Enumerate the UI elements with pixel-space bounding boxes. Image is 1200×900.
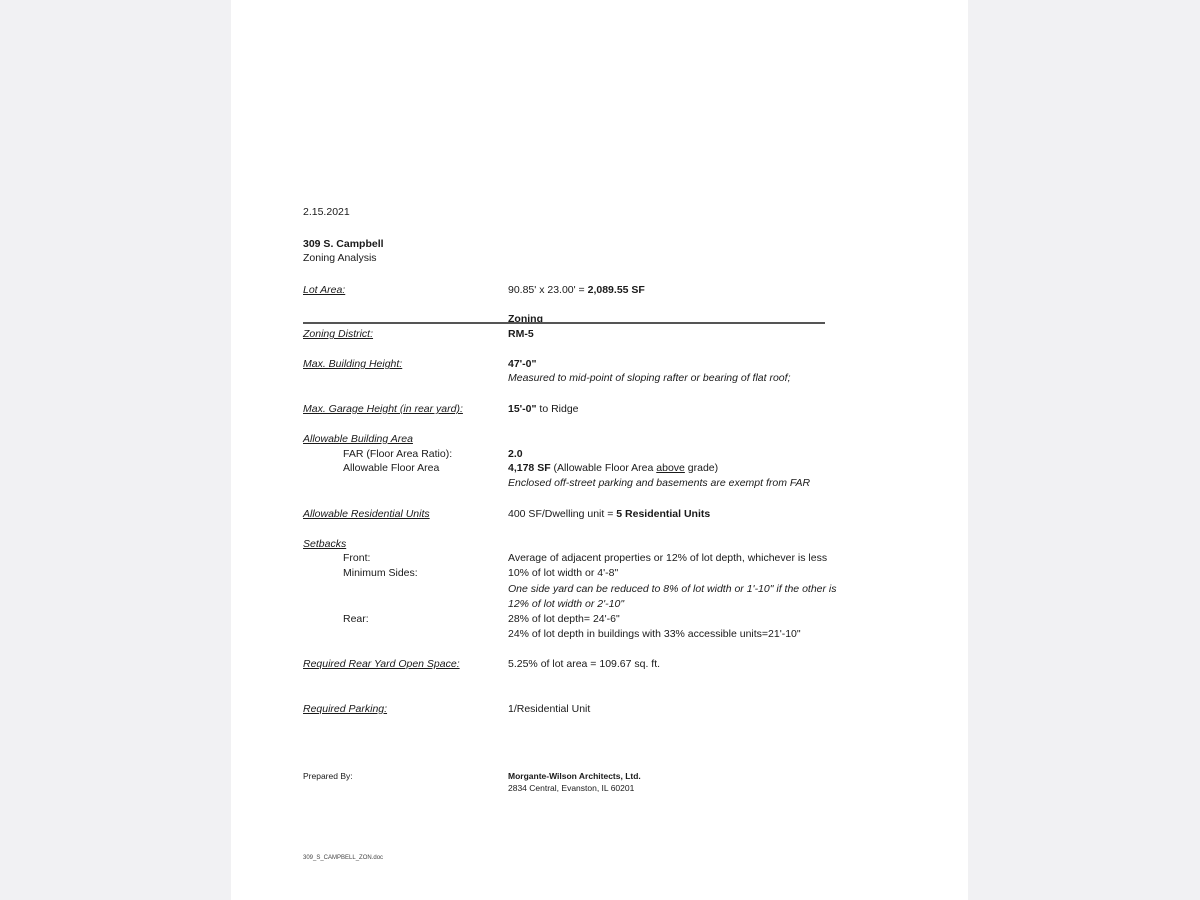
footer-filename: 309_S_CAMPBELL_ZON.doc — [303, 855, 384, 861]
setbacks-label: Setbacks — [303, 538, 347, 550]
garage-height-value: 15'-0" — [508, 403, 537, 415]
document-date: 2.15.2021 — [303, 206, 350, 218]
lot-area-label: Lot Area: — [303, 284, 346, 296]
setback-sides-label: Minimum Sides: — [343, 567, 418, 579]
floor-area-note: Enclosed off-street parking and basements are exempt from FAR — [508, 477, 811, 489]
section-divider — [303, 322, 825, 324]
garage-height-value-line — [508, 402, 579, 416]
lot-area-value — [508, 283, 645, 297]
zoning-heading: Zoning — [508, 313, 543, 325]
project-title: 309 S. Campbell — [303, 238, 384, 250]
floor-area-value: 4,178 SF — [508, 462, 551, 474]
building-height-value: 47'-0" — [508, 358, 537, 370]
floor-area-value-line — [508, 461, 718, 475]
garage-height-suffix: to Ridge — [536, 403, 579, 415]
lot-area-calc: 90.85' x 23.00' = — [508, 284, 588, 296]
document-page — [231, 0, 968, 900]
far-value: 2.0 — [508, 448, 523, 460]
parking-value: 1/Residential Unit — [508, 703, 591, 715]
residential-units-label: Allowable Residential Units — [303, 508, 430, 520]
garage-height-label: Max. Garage Height (in rear yard): — [303, 403, 463, 415]
setback-rear-value-2: 24% of lot depth in buildings with 33% accessible units=21'-10" — [508, 628, 801, 640]
residential-units-line — [508, 507, 710, 521]
floor-area-text-2: grade) — [684, 462, 719, 474]
floor-area-label: Allowable Floor Area — [343, 462, 440, 474]
prepared-by-firm: Morgante-Wilson Architects, Ltd. — [508, 771, 641, 781]
prepared-by-address: 2834 Central, Evanston, IL 60201 — [508, 783, 635, 793]
parking-label: Required Parking: — [303, 703, 388, 715]
floor-area-text-above: above — [656, 462, 685, 474]
setback-sides-note-1: One side yard can be reduced to 8% of lot width or 1'-10" if the other is — [508, 583, 837, 595]
setback-rear-value-1: 28% of lot depth= 24'-6" — [508, 613, 620, 625]
far-label: FAR (Floor Area Ratio): — [343, 448, 453, 460]
building-area-label: Allowable Building Area — [303, 433, 413, 445]
prepared-by-label: Prepared By: — [303, 771, 353, 781]
zoning-district-value: RM-5 — [508, 328, 534, 340]
building-height-label: Max. Building Height: — [303, 358, 403, 370]
lot-area-result: 2,089.55 SF — [587, 284, 645, 296]
setback-sides-value: 10% of lot width or 4'-8" — [508, 567, 619, 579]
project-subtitle: Zoning Analysis — [303, 252, 377, 264]
setback-front-label: Front: — [343, 552, 371, 564]
floor-area-text-1: (Allowable Floor Area — [550, 462, 657, 474]
setback-front-value: Average of adjacent properties or 12% of lot depth, whichever is less — [508, 552, 828, 564]
zoning-district-label: Zoning District: — [303, 328, 374, 340]
rear-yard-label: Required Rear Yard Open Space: — [303, 658, 460, 670]
building-height-note: Measured to mid-point of sloping rafter or bearing of flat roof; — [508, 372, 791, 384]
setback-sides-note-2: 12% of lot width or 2'-10" — [508, 598, 625, 610]
residential-units-value: 5 Residential Units — [616, 508, 711, 520]
rear-yard-value: 5.25% of lot area = 109.67 sq. ft. — [508, 658, 661, 670]
residential-units-text: 400 SF/Dwelling unit = — [508, 508, 617, 520]
setback-rear-label: Rear: — [343, 613, 369, 625]
